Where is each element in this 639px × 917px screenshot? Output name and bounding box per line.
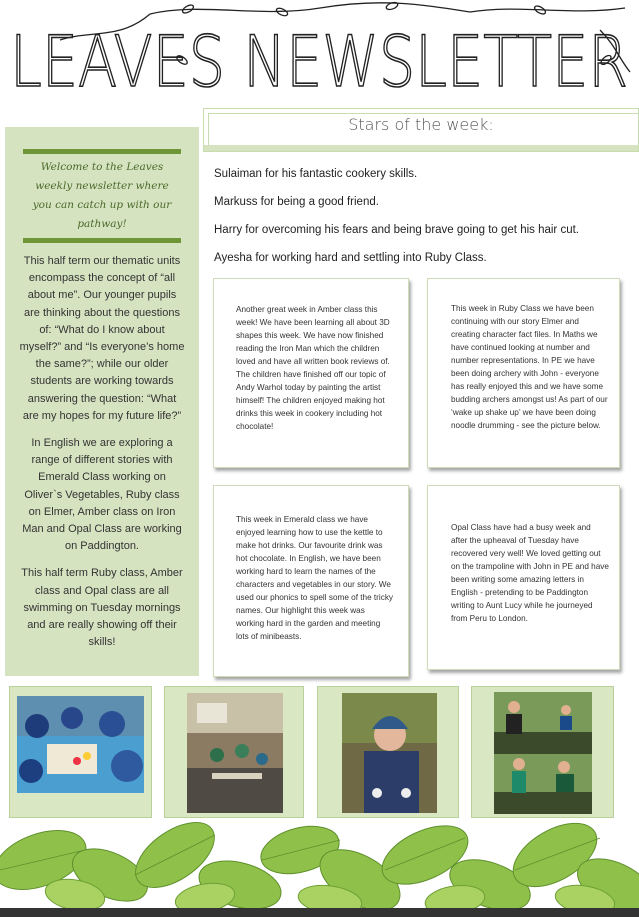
photo-frame-classroom [164, 686, 304, 818]
masthead-graphic [0, 0, 639, 100]
leaf-border-decoration [0, 800, 639, 910]
emerald-class-text: This week in Emerald class we have enjoyed learning how to use the kettle to make hot drinks. Our favourite drink was hot chocolate. In English, we have been working hard to learn the names of the characters and vegetables in our story. We used our phonics to spell some of the tricky names. Our highlight this week was working hard in the garden and meeting lots of minibeasts. [236, 515, 394, 641]
sidebar-paragraph-english: In English we are exploring a range of different stories with Emerald Class working on Oliver`s Vegetables, Ruby class on Elmer, Amber class on Iron Man and Opal Class are working on Paddington. [22, 437, 182, 553]
sidebar [5, 127, 199, 676]
photo-garden-boy [342, 693, 437, 813]
card-emerald-class [213, 485, 409, 677]
photo-frame-painting [9, 686, 152, 818]
newsletter-title: LEAVES NEWSLETTER [10, 21, 628, 100]
card-amber-class [213, 278, 409, 468]
ruby-class-text: This week in Ruby Class we have been continuing with our story Elmer and creating character fact files. In Maths we have continued looking at number and number representations. In PE we have been doing archery with John - everyone has really enjoyed this and we have some budding archers amongst us! As part of our ‘wake up shake up’ we have been doing noodle drumming - see the picture below. [451, 304, 608, 430]
sidebar-paragraph-themes: This half term our thematic units encompass the concept of “all about me”. Our younger pupils are thinking about the questions of: “What do I know about myself?” and “Is everyone’s home the same?”; while our older students are working towards answering the question: “What are my hopes for my future life?” [19, 255, 185, 422]
photo-painting-activity [17, 696, 144, 793]
stars-title: Stars of the week: [348, 115, 494, 134]
card-opal-class [427, 485, 620, 670]
photo-trampoline-pe [494, 692, 592, 814]
masthead [0, 0, 639, 100]
opal-class-text: Opal Class have had a busy week and after the upheaval of Tuesday have recovered very well! We loved getting out on the trampoline with John in PE and have been writing some amazing letters in English - pretending to be Paddington writing to Aunt Lucy while he journeyed from Peru to London. [451, 523, 609, 623]
welcome-message: Welcome to the Leaves weekly newsletter where you can catch up with our pathway! [32, 161, 172, 230]
star-item: Harry for overcoming his fears and being brave going to get his hair cut. [214, 224, 579, 236]
photo-frame-garden [317, 686, 459, 818]
card-ruby-class [427, 278, 620, 468]
star-item: Sulaiman for his fantastic cookery skills. [214, 168, 418, 180]
bottom-strip [0, 908, 639, 917]
photo-classroom [187, 693, 283, 813]
photo-frame-trampoline [471, 686, 614, 818]
star-item: Ayesha for working hard and settling into Ruby Class. [214, 252, 487, 264]
amber-class-text: Another great week in Amber class this week! We have been learning all about 3D shapes this week. We have now finished reading the Iron Man which the children loved and have all written book reviews of. The children have finished off our topic of Andy Warhol today by painting the artist himself! The children enjoyed making hot drinks this week in cookery including hot chocolate! [236, 305, 390, 431]
star-item: Markuss for being a good friend. [214, 196, 379, 208]
stars-heading-box [203, 108, 639, 152]
sidebar-paragraph-swimming: This half term Ruby class, Amber class and Opal class are all swimming on Tuesday mornings and are really showing off their skills! [21, 567, 183, 649]
leaves-icon [0, 800, 639, 910]
